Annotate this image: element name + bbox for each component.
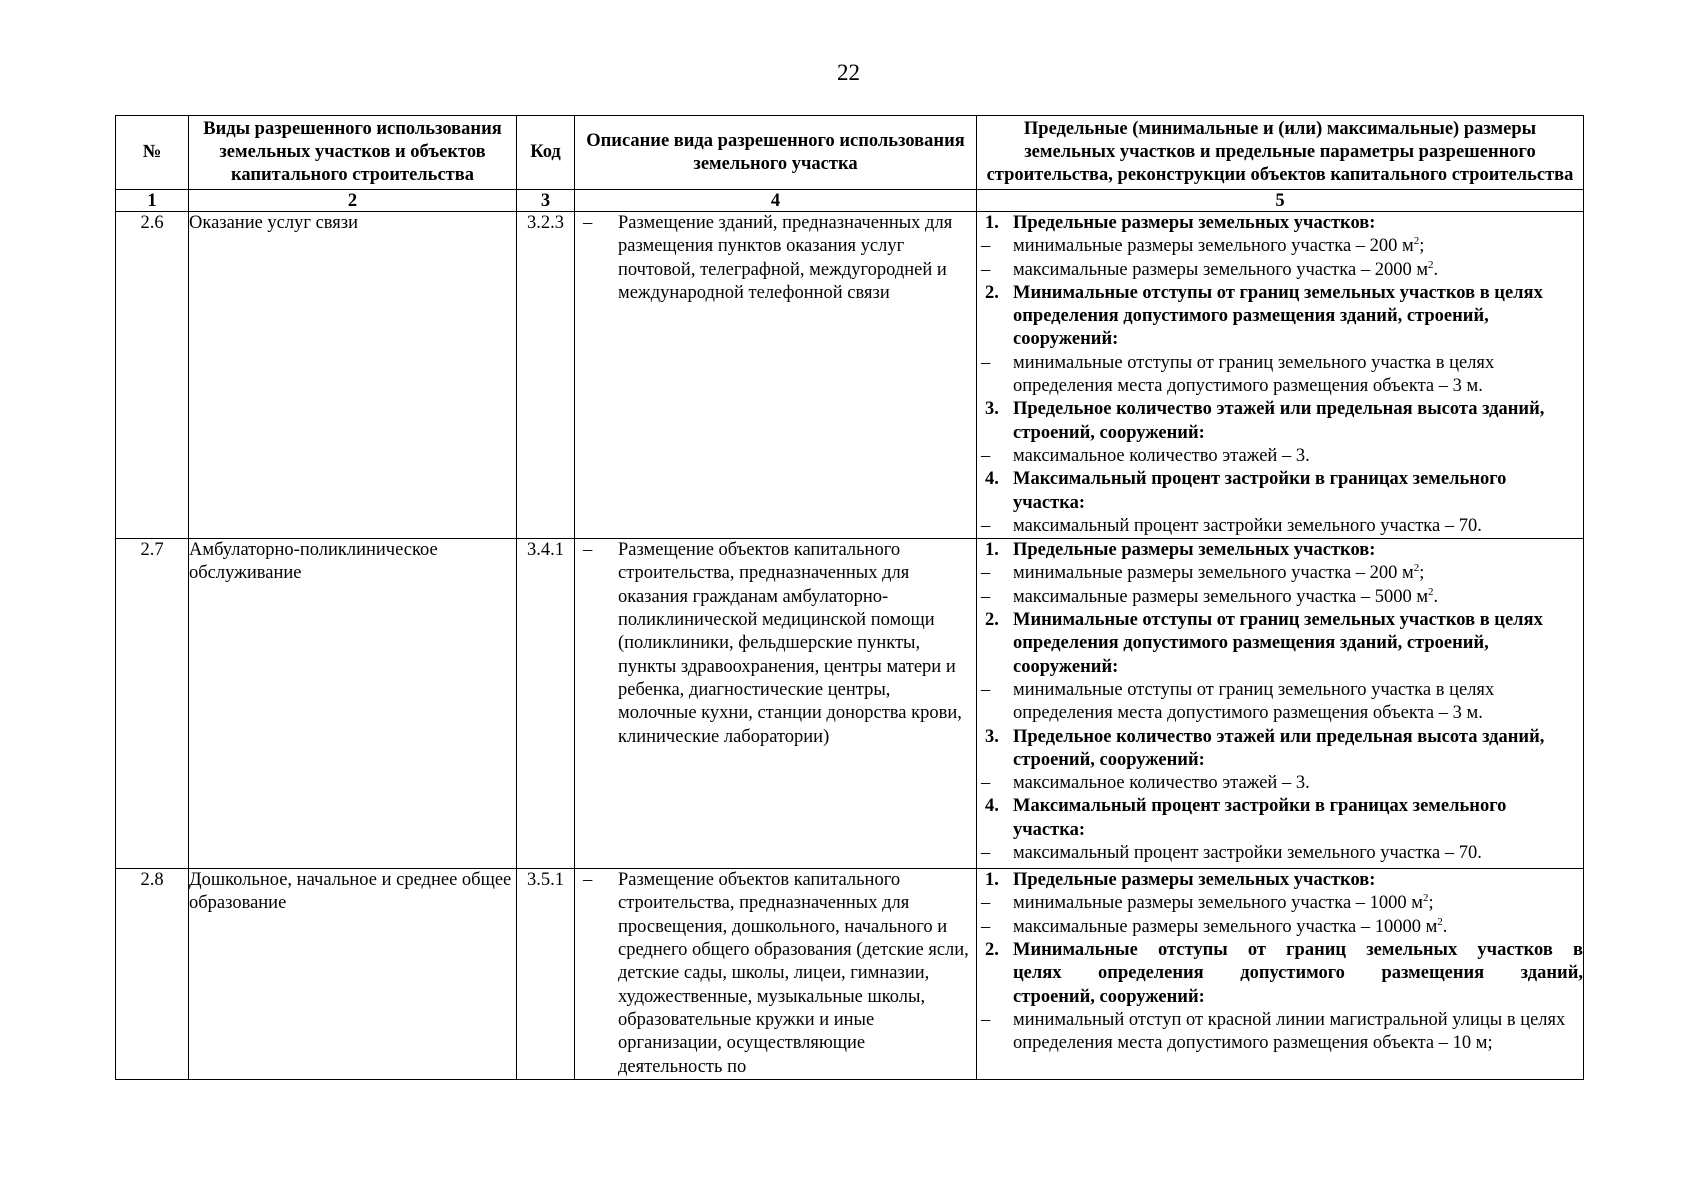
list-dash: – [981, 563, 991, 584]
list-number: 4. [985, 796, 999, 817]
param-value: минимальные отступы от границ земельного участка в целях определения места допустимого размещения объекта – 3 м. [1013, 352, 1495, 397]
param-value: минимальные размеры земельного участка – 1000 $м^2$; [1013, 892, 1434, 914]
usage-code: 3.2.3 [517, 212, 575, 539]
list-dash: – [981, 352, 991, 373]
usage-type: Дошкольное, начальное и среднее общее образование [189, 869, 517, 1080]
list-number: 3. [985, 399, 999, 420]
column-number: 3 [517, 190, 575, 212]
usage-description [575, 869, 977, 1080]
param-value: максимальное количество этажей – 3. [1013, 445, 1310, 466]
param-value: минимальные размеры земельного участка – 200 $м^2$; [1013, 235, 1425, 257]
param-value: максимальный процент застройки земельного участка – 70. [1013, 515, 1482, 536]
list-number: 2. [985, 610, 999, 631]
usage-type: Амбулаторно-поликлиническое обслуживание [189, 539, 517, 869]
param-heading: Предельные размеры земельных участков: [1013, 870, 1376, 891]
param-heading: Минимальные отступы от границ земельных участков в целях определения допустимого размещения зданий, строений, сооружений: [1013, 610, 1543, 677]
list-dash: – [981, 773, 991, 794]
list-number: 4. [985, 469, 999, 490]
list-dash: – [981, 515, 991, 536]
list-number: 1. [985, 870, 999, 891]
column-number-row [116, 190, 1584, 212]
param-value: максимальные размеры земельного участка – 5000 $м^2$. [1013, 585, 1439, 607]
header-name: Виды разрешенного использования земельных участков и объектов капитального строительства [189, 116, 517, 190]
list-dash: – [583, 213, 593, 233]
row-number: 2.7 [116, 539, 189, 869]
list-dash: – [981, 236, 991, 257]
column-number: 4 [575, 190, 977, 212]
description-text: Размещение зданий, предназначенных для размещения пунктов оказания услуг почтовой, телеграфной, междугородней и международной телефонной связи [618, 213, 953, 303]
list-dash: – [981, 586, 991, 607]
list-dash: – [981, 916, 991, 937]
param-heading: Минимальные отступы от границ земельных участков в [1013, 940, 1583, 961]
param-heading: Предельное количество этажей или предельная высота зданий, строений, сооружений: [1013, 726, 1545, 770]
param-value: минимальные отступы от границ земельного участка в целях определения места допустимого размещения объекта – 3 м. [1013, 679, 1495, 724]
table-row [116, 539, 1584, 869]
usage-params [977, 212, 1584, 539]
description-text: Размещение объектов капитального строительства, предназначенных для оказания гражданам амбулаторно-поликлинической медицинской помощи (поликлиники, фельдшерские пункты, пункты здравоохранения, центры матери и ребенка, диагностические центры, молочные кухни, станции донорства крови, клинические лаборатории) [618, 540, 962, 747]
list-dash: – [981, 843, 991, 864]
list-number: 2. [985, 940, 999, 961]
param-value: максимальный процент застройки земельного участка – 70. [1013, 843, 1482, 864]
table-row [116, 212, 1584, 539]
param-value: максимальное количество этажей – 3. [1013, 773, 1310, 794]
usage-code: 3.5.1 [517, 869, 575, 1080]
column-number: 1 [116, 190, 189, 212]
param-heading: целях определения допустимого размещения зданий, [1013, 963, 1583, 984]
usage-params [977, 869, 1584, 1080]
list-dash: – [981, 893, 991, 914]
param-heading: Предельное количество этажей или предельная высота зданий, строений, сооружений: [1013, 399, 1545, 443]
table-row [116, 869, 1584, 1080]
header-row [116, 116, 1584, 190]
description-text: Размещение объектов капитального строительства, предназначенных для просвещения, дошкольного, начального и среднего общего образования (детские ясли, детские сады, школы, лицеи, гимназии, художественные, музыкальные школы, образовательные кружки и иные организации, осуществляющие деятельность по [618, 870, 969, 1077]
header-code: Код [517, 116, 575, 190]
zoning-table [115, 115, 1584, 1080]
header-no: № [116, 116, 189, 190]
row-number: 2.8 [116, 869, 189, 1080]
param-value: максимальные размеры земельного участка – 10000 $м^2$. [1013, 915, 1448, 937]
param-heading: Максимальный процент застройки в границах земельного участка: [1013, 796, 1507, 840]
list-dash: – [981, 259, 991, 280]
page-number: 22 [837, 60, 860, 85]
list-dash: – [981, 679, 991, 700]
param-value: минимальные размеры земельного участка – 200 $м^2$; [1013, 562, 1425, 584]
column-number: 5 [977, 190, 1584, 212]
usage-code: 3.4.1 [517, 539, 575, 869]
list-number: 3. [985, 726, 999, 747]
column-number: 2 [189, 190, 517, 212]
param-heading: Предельные размеры земельных участков: [1013, 213, 1376, 233]
param-heading: Минимальные отступы от границ земельных участков в целях определения допустимого размещения зданий, строений, сооружений: [1013, 282, 1543, 350]
list-dash: – [583, 540, 593, 561]
list-number: 1. [985, 213, 999, 233]
usage-type: Оказание услуг связи [189, 212, 517, 539]
usage-params [977, 539, 1584, 869]
usage-description [575, 539, 977, 869]
row-number: 2.6 [116, 212, 189, 539]
header-params: Предельные (минимальные и (или) максимальные) размеры земельных участков и предельные параметры разрешенного строительства, реконструкции объектов капитального строительства [977, 116, 1584, 190]
param-heading: Максимальный процент застройки в границах земельного участка: [1013, 469, 1507, 513]
header-description: Описание вида разрешенного использования земельного участка [575, 116, 977, 190]
list-dash: – [583, 870, 593, 891]
list-dash: – [981, 445, 991, 466]
param-value: максимальные размеры земельного участка – 2000 $м^2$. [1013, 258, 1439, 280]
param-value: минимальный отступ от красной линии магистральной улицы в целях определения места допустимого размещения объекта – 10 м; [1013, 1009, 1566, 1054]
param-heading: строений, сооружений: [1013, 986, 1205, 1007]
param-heading: Предельные размеры земельных участков: [1013, 540, 1376, 561]
usage-description [575, 212, 977, 539]
list-dash: – [981, 1009, 991, 1030]
list-number: 1. [985, 540, 999, 561]
list-number: 2. [985, 282, 999, 303]
